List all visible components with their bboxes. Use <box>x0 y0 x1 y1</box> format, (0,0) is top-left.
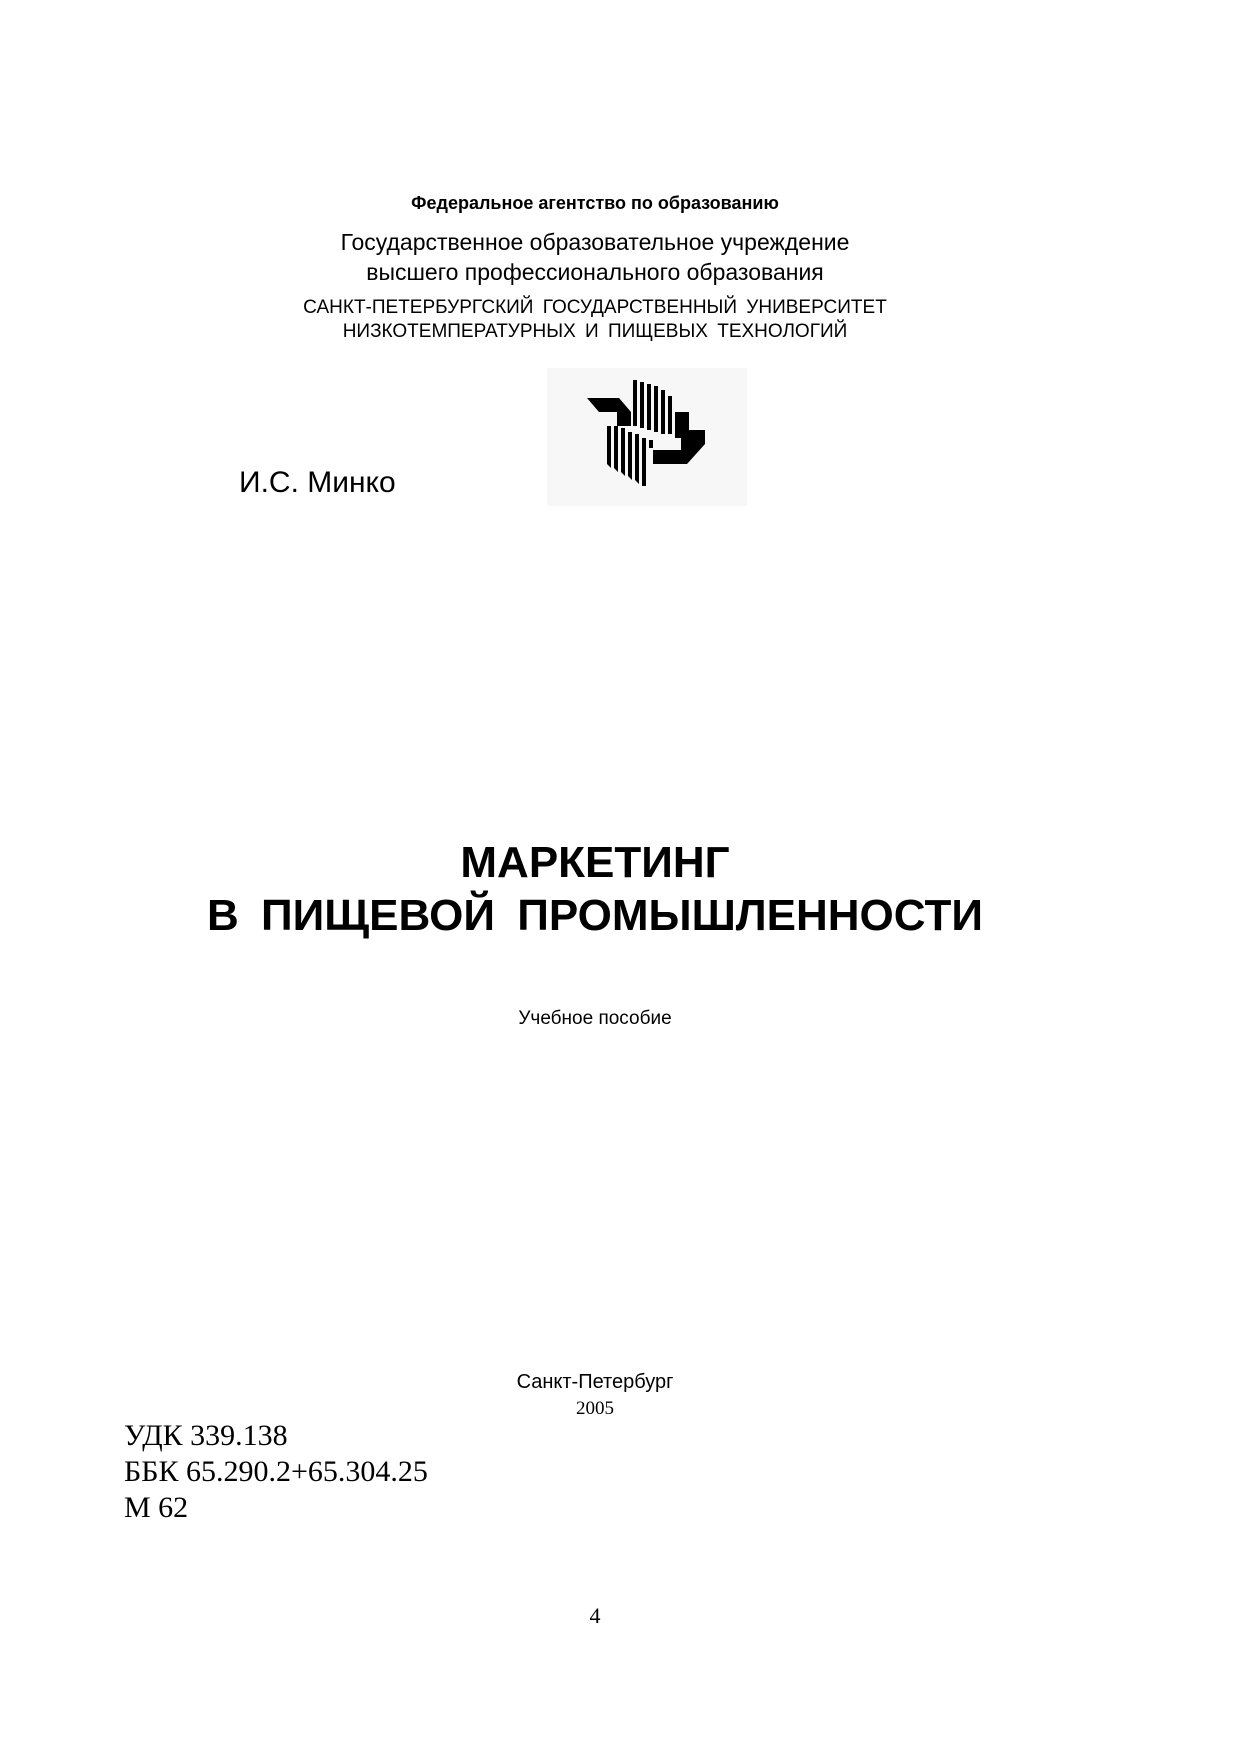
author-sign-code: М 62 <box>124 1491 189 1524</box>
book-title-line-1: МАРКЕТИНГ <box>460 838 730 887</box>
publication-city: Санкт-Петербург <box>516 1371 674 1393</box>
bbk-code: ББК 65.290.2+65.304.25 <box>124 1455 428 1488</box>
university-line-2: НИЗКОТЕМПЕРАТУРНЫХ И ПИЩЕВЫХ ТЕХНОЛОГИЙ <box>342 321 848 342</box>
book-title-line-2: В ПИЩЕВОЙ ПРОМЫШЛЕННОСТИ <box>207 891 983 940</box>
publication-year: 2005 <box>576 1398 614 1419</box>
agency-name: Федеральное агентство по образованию <box>411 193 779 213</box>
author-name: И.С. Минко <box>239 466 396 499</box>
institution-line-2: высшего профессионального образования <box>366 259 824 285</box>
page-number: 4 <box>589 1603 601 1628</box>
book-subtitle: Учебное пособие <box>518 1008 672 1029</box>
university-line-1: САНКТ-ПЕТЕРБУРГСКИЙ ГОСУДАРСТВЕННЫЙ УНИВЕРСИТЕТ <box>303 297 887 318</box>
udc-code: УДК 339.138 <box>124 1419 288 1452</box>
institution-line-1: Государственное образовательное учреждение <box>340 229 850 255</box>
university-emblem-icon <box>547 368 747 506</box>
